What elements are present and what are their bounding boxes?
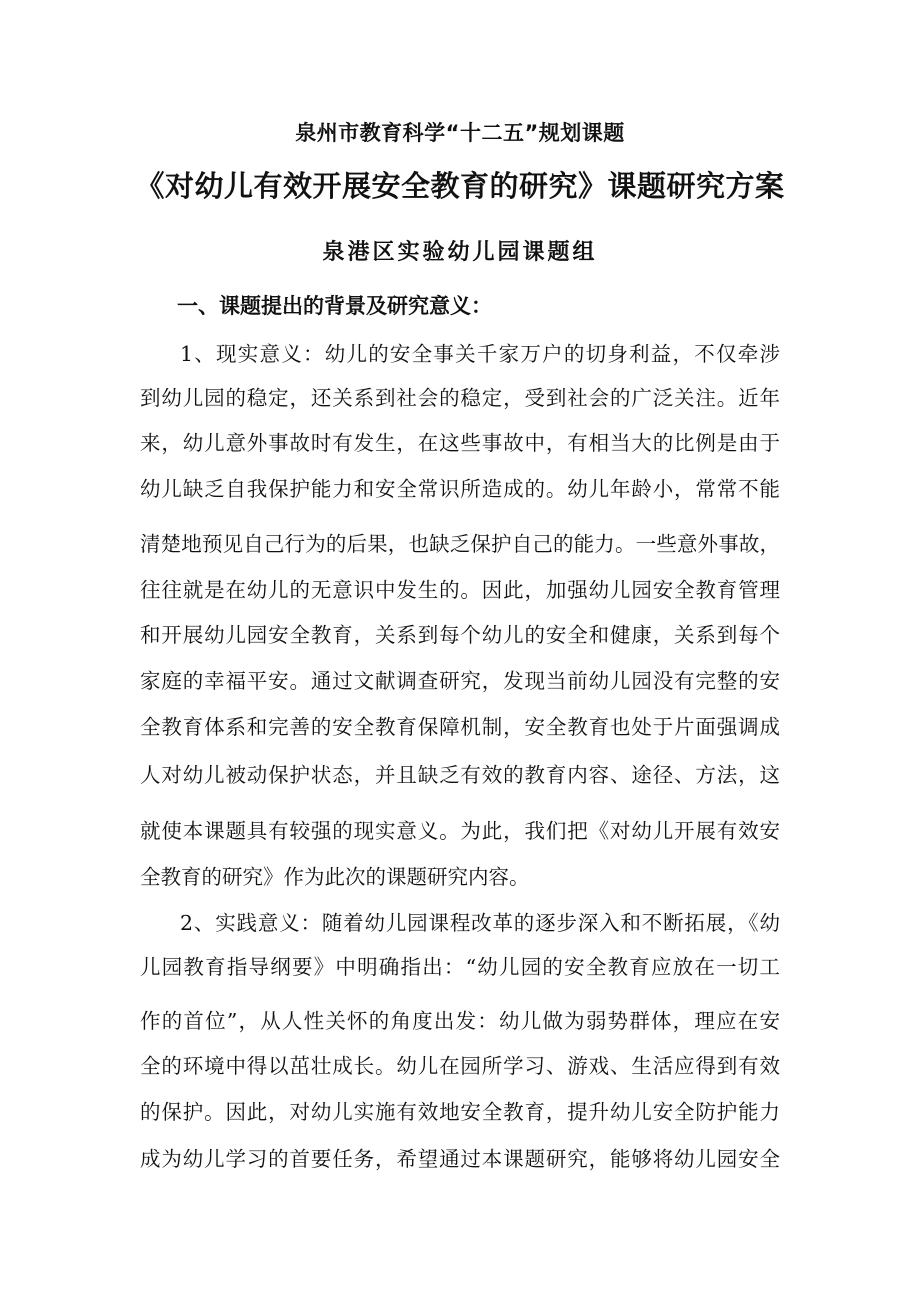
paragraph-line: 成为幼儿学习的首要任务，希望通过本课题研究，能够将幼儿园安全 [140,1147,780,1171]
paragraph-line: 清楚地预见自己行为的后果，也缺乏保护自己的能力。一些意外事故， [140,532,780,556]
paragraph-line: 人对幼儿被动保护状态，并且缺乏有效的教育内容、途径、方法，这 [140,763,780,787]
paragraph-line: 全的环境中得以茁壮成长。幼儿在园所学习、游戏、生活应得到有效 [140,1054,780,1078]
paragraph-line: 全教育体系和完善的安全教育保障机制，安全教育也处于片面强调成 [140,715,780,739]
organization-name: 泉港区实验幼儿园课题组 [322,239,598,265]
paragraph-line: 往往就是在幼儿的无意识中发生的。因此，加强幼儿园安全教育管理 [140,578,780,602]
section-heading: 一、课题提出的背景及研究意义： [177,294,492,318]
paragraph-line: 儿园教育指导纲要》中明确指出：“幼儿园的安全教育应放在一切工 [140,955,780,979]
paragraph-line: 2、实践意义：随着幼儿园课程改革的逐步深入和不断拓展，《幼 [180,911,780,935]
paragraph-line: 就使本课题具有较强的现实意义。为此，我们把《对幼儿开展有效安 [140,819,780,843]
document-title-line1: 泉州市教育科学“十二五”规划课题 [295,121,625,145]
document-title-line2: 《对幼儿有效开展安全教育的研究》课题研究方案 [135,169,785,203]
paragraph-line: 作的首位”，从人性关怀的角度出发：幼儿做为弱势群体，理应在安 [140,1009,780,1033]
paragraph-line: 来，幼儿意外事故时有发生，在这些事故中，有相当大的比例是由于 [140,431,780,455]
paragraph-line: 的保护。因此，对幼儿实施有效地安全教育，提升幼儿安全防护能力 [140,1100,780,1124]
paragraph-line: 和开展幼儿园安全教育，关系到每个幼儿的安全和健康，关系到每个 [140,623,780,647]
paragraph-line: 到幼儿园的稳定，还关系到社会的稳定，受到社会的广泛关注。近年 [140,386,780,410]
paragraph-line: 家庭的幸福平安。通过文献调查研究，发现当前幼儿园没有完整的安 [140,669,780,693]
paragraph-line: 幼儿缺乏自我保护能力和安全常识所造成的。幼儿年龄小，常常不能 [140,477,780,501]
paragraph-line: 1、现实意义：幼儿的安全事关千家万户的切身利益，不仅牵涉 [180,342,780,366]
paragraph-line: 全教育的研究》作为此次的课题研究内容。 [140,865,530,889]
